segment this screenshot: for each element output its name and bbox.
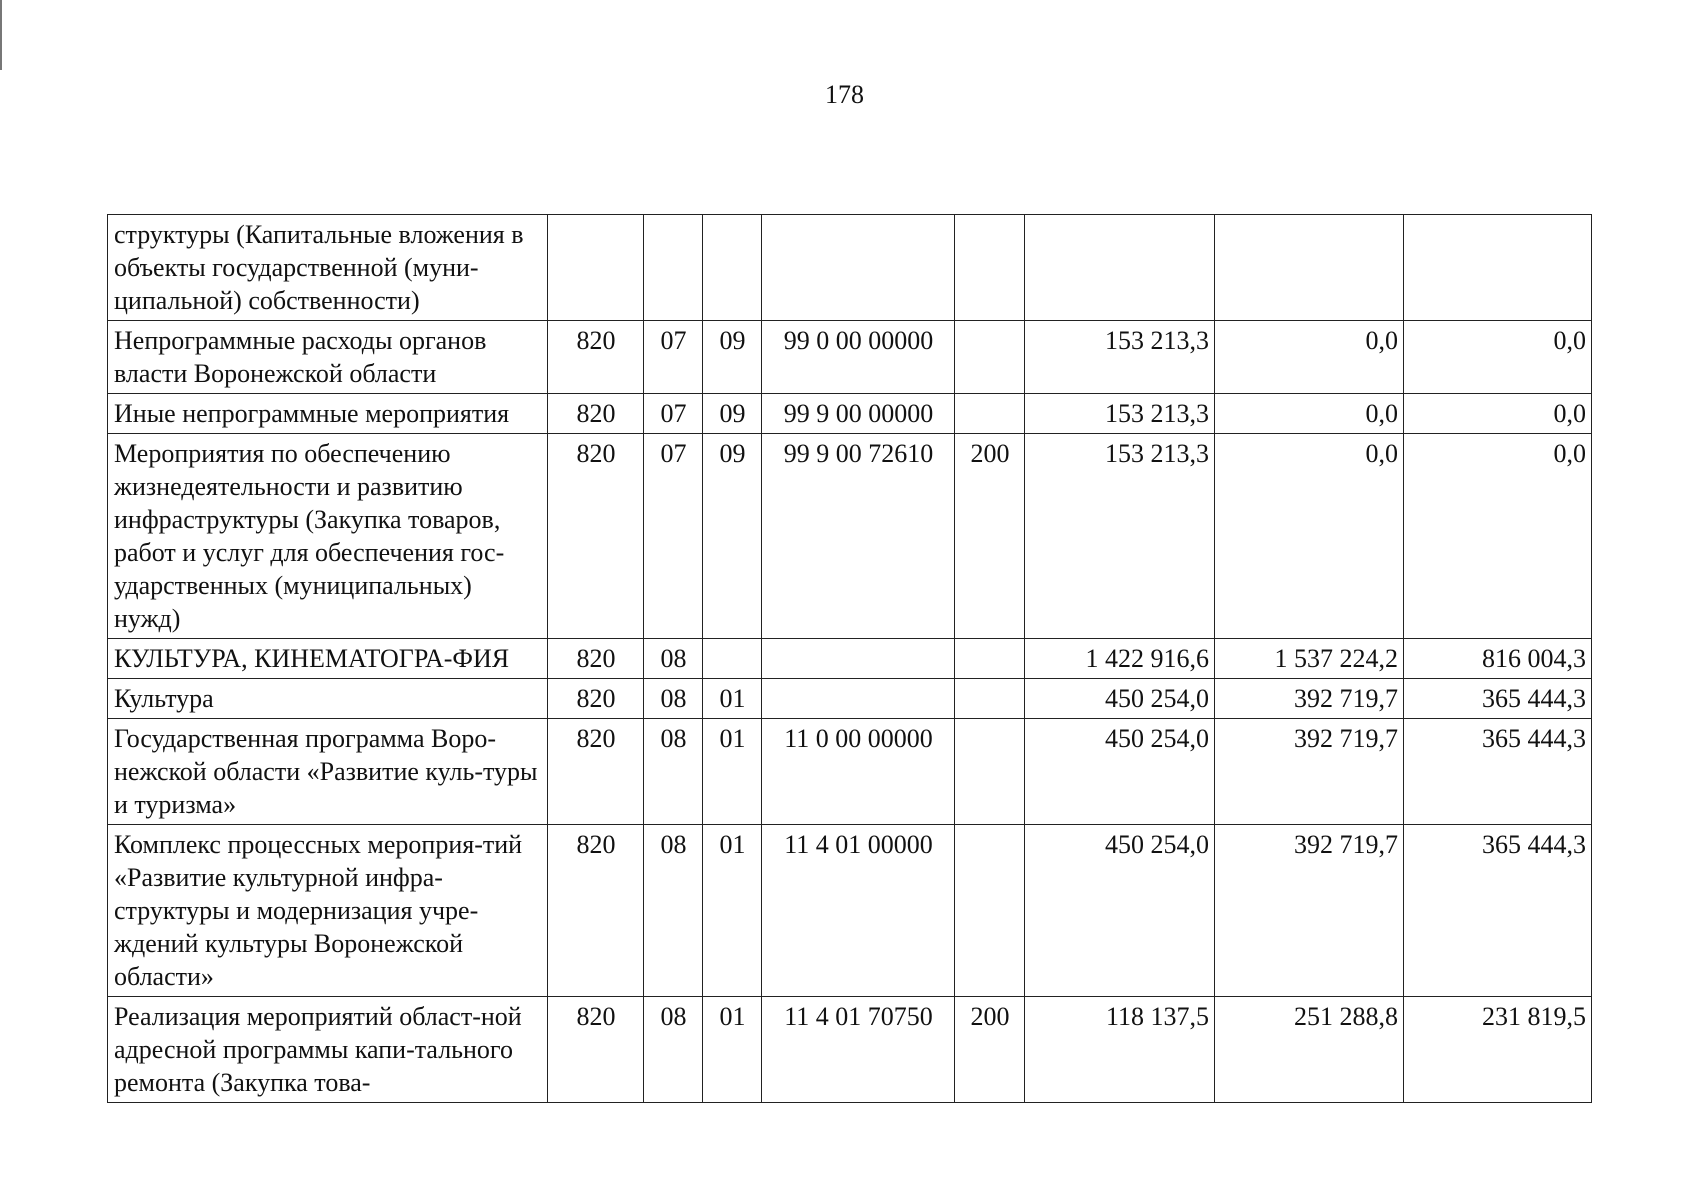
target-article-code: [762, 215, 955, 321]
table-row: [108, 394, 1592, 434]
target-article-code: 99 9 00 72610: [762, 434, 955, 639]
section-code: 08: [644, 997, 703, 1103]
grbs-code: 820: [548, 825, 644, 997]
expense-type-code: [955, 639, 1025, 679]
expense-type-code: [955, 679, 1025, 719]
subsection-code: 09: [703, 321, 762, 394]
amount-year-3: [1404, 215, 1592, 321]
amount-year-2: 251 288,8: [1215, 997, 1404, 1103]
amount-year-1: 153 213,3: [1025, 394, 1215, 434]
target-article-code: 11 4 01 00000: [762, 825, 955, 997]
expense-type-code: 200: [955, 434, 1025, 639]
amount-year-1: [1025, 215, 1215, 321]
amount-year-3: 231 819,5: [1404, 997, 1592, 1103]
section-code: 07: [644, 394, 703, 434]
amount-year-3: 365 444,3: [1404, 679, 1592, 719]
expense-type-code: [955, 825, 1025, 997]
page-number: 178: [825, 80, 864, 109]
table-row: [108, 719, 1592, 825]
target-article-code: 11 0 00 00000: [762, 719, 955, 825]
amount-year-1: 450 254,0: [1025, 825, 1215, 997]
amount-year-1: 1 422 916,6: [1025, 639, 1215, 679]
subsection-code: 01: [703, 997, 762, 1103]
row-name: Культура: [108, 679, 548, 719]
subsection-code: 01: [703, 719, 762, 825]
target-article-code: [762, 679, 955, 719]
subsection-code: [703, 639, 762, 679]
amount-year-2: 0,0: [1215, 434, 1404, 639]
amount-year-1: 118 137,5: [1025, 997, 1215, 1103]
table-row: [108, 321, 1592, 394]
amount-year-3: 0,0: [1404, 394, 1592, 434]
subsection-code: [703, 215, 762, 321]
target-article-code: 99 9 00 00000: [762, 394, 955, 434]
amount-year-3: 365 444,3: [1404, 825, 1592, 997]
target-article-code: [762, 639, 955, 679]
amount-year-2: 392 719,7: [1215, 719, 1404, 825]
amount-year-2: 0,0: [1215, 321, 1404, 394]
row-name: Государственная программа Воро-нежской области «Развитие куль-туры и туризма»: [108, 719, 548, 825]
scan-edge-mark: [0, 0, 2, 70]
budget-table: [107, 214, 1592, 1103]
grbs-code: 820: [548, 997, 644, 1103]
grbs-code: 820: [548, 321, 644, 394]
table-row: [108, 997, 1592, 1103]
grbs-code: [548, 215, 644, 321]
amount-year-3: 816 004,3: [1404, 639, 1592, 679]
amount-year-1: 153 213,3: [1025, 321, 1215, 394]
section-code: 08: [644, 825, 703, 997]
row-name: Мероприятия по обеспечению жизнедеятельности и развитию инфраструктуры (Закупка товаров, работ и услуг для обеспечения гос-ударственных (муниципальных) нужд): [108, 434, 548, 639]
table-row: [108, 825, 1592, 997]
section-code: [644, 215, 703, 321]
amount-year-2: [1215, 215, 1404, 321]
section-code: 08: [644, 719, 703, 825]
table-row: [108, 434, 1592, 639]
subsection-code: 01: [703, 825, 762, 997]
section-code: 08: [644, 639, 703, 679]
expense-type-code: [955, 215, 1025, 321]
target-article-code: 99 0 00 00000: [762, 321, 955, 394]
section-code: 08: [644, 679, 703, 719]
expense-type-code: [955, 719, 1025, 825]
row-name: Иные непрограммные мероприятия: [108, 394, 548, 434]
grbs-code: 820: [548, 394, 644, 434]
expense-type-code: [955, 394, 1025, 434]
row-name: структуры (Капитальные вложения в объекты государственной (муни-ципальной) собственности): [108, 215, 548, 321]
amount-year-2: 392 719,7: [1215, 825, 1404, 997]
amount-year-1: 450 254,0: [1025, 679, 1215, 719]
section-code: 07: [644, 434, 703, 639]
grbs-code: 820: [548, 639, 644, 679]
amount-year-1: 153 213,3: [1025, 434, 1215, 639]
amount-year-2: 392 719,7: [1215, 679, 1404, 719]
subsection-code: 01: [703, 679, 762, 719]
amount-year-2: 1 537 224,2: [1215, 639, 1404, 679]
grbs-code: 820: [548, 719, 644, 825]
amount-year-1: 450 254,0: [1025, 719, 1215, 825]
row-name: Непрограммные расходы органов власти Воронежской области: [108, 321, 548, 394]
table-row: [108, 679, 1592, 719]
amount-year-3: 365 444,3: [1404, 719, 1592, 825]
amount-year-2: 0,0: [1215, 394, 1404, 434]
amount-year-3: 0,0: [1404, 434, 1592, 639]
grbs-code: 820: [548, 679, 644, 719]
target-article-code: 11 4 01 70750: [762, 997, 955, 1103]
section-code: 07: [644, 321, 703, 394]
expense-type-code: [955, 321, 1025, 394]
expense-type-code: 200: [955, 997, 1025, 1103]
grbs-code: 820: [548, 434, 644, 639]
subsection-code: 09: [703, 434, 762, 639]
table-row: [108, 215, 1592, 321]
row-name: КУЛЬТУРА, КИНЕМАТОГРА-ФИЯ: [108, 639, 548, 679]
amount-year-3: 0,0: [1404, 321, 1592, 394]
table-row: [108, 639, 1592, 679]
row-name: Комплекс процессных мероприя-тий «Развитие культурной инфра-структуры и модернизация учре-ждений культуры Воронежской области»: [108, 825, 548, 997]
row-name: Реализация мероприятий област-ной адресной программы капи-тального ремонта (Закупка това-: [108, 997, 548, 1103]
subsection-code: 09: [703, 394, 762, 434]
